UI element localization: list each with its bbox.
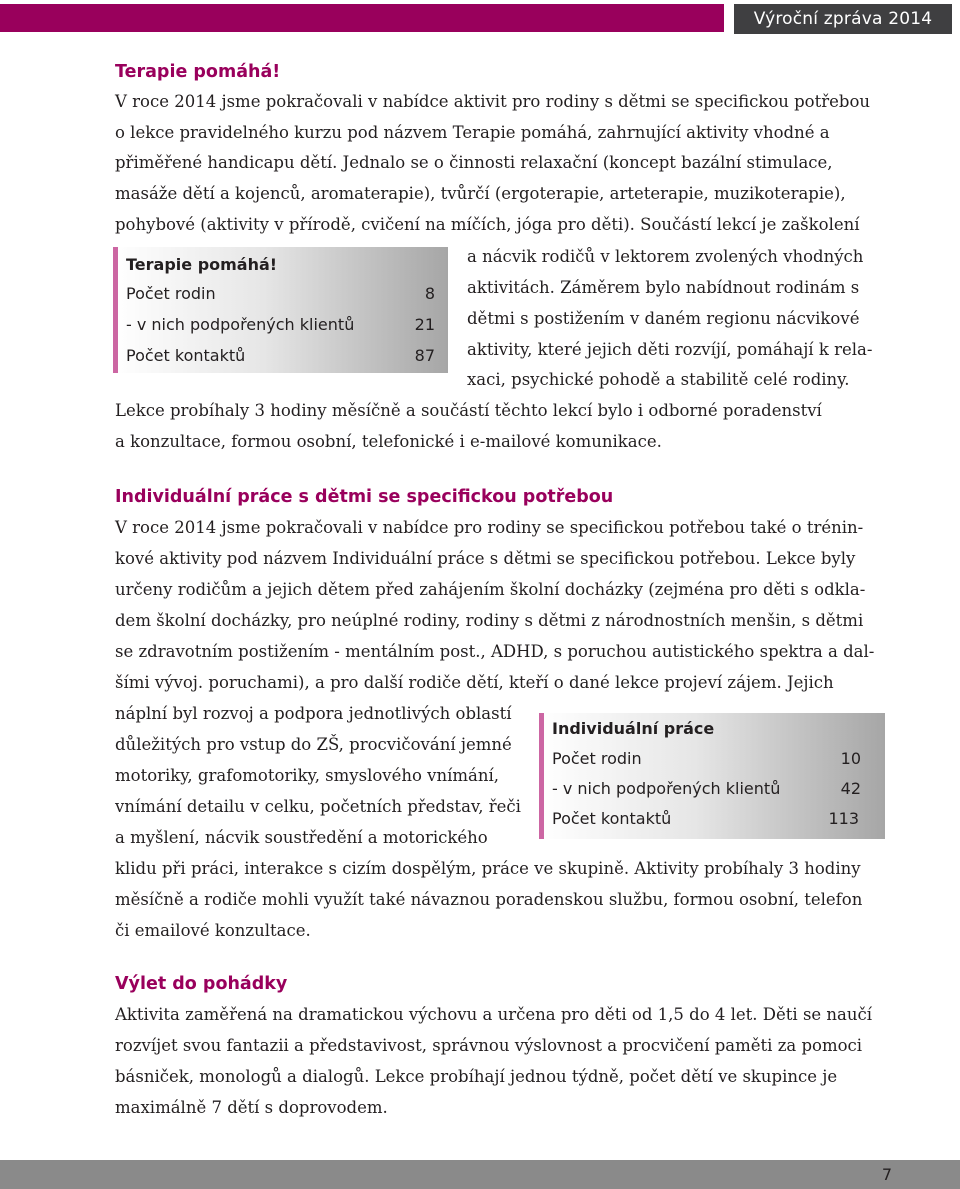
terapie-text-line: a nácvik rodičů v lektorem zvolených vhodných xyxy=(467,247,864,266)
individualni-text-line: vnímání detailu v celku, početních představ, řeči xyxy=(115,797,521,816)
individualni-text-line: důležitých pro vstup do ZŠ, procvičování jemné xyxy=(115,735,512,754)
stats-label-clients: - v nich podpořených klientů xyxy=(552,779,781,798)
individualni-text-line: klidu při práci, interakce s cizím dospělým, práce ve skupině. Aktivity probíhaly 3 hodiny xyxy=(115,859,861,878)
stats-value-contacts: 113 xyxy=(828,809,859,828)
report-title: Výroční zpráva 2014 xyxy=(734,4,952,34)
individualni-stats-box xyxy=(539,713,885,839)
individualni-text-line: a myšlení, nácvik soustředění a motorického xyxy=(115,828,488,847)
stats-label-families: Počet rodin xyxy=(126,284,216,303)
terapie-text-line: přiměřené handicapu dětí. Jednalo se o činnosti relaxační (koncept bazální stimulace, xyxy=(115,153,833,172)
section-title-individualni: Individuální práce s dětmi se specifickou potřebou xyxy=(115,487,614,507)
terapie-stats-box xyxy=(113,247,448,373)
stats-box-title: Individuální práce xyxy=(552,719,715,738)
stats-value-clients: 42 xyxy=(840,779,861,798)
footer-bar xyxy=(0,1160,960,1189)
stats-box-accent xyxy=(113,247,118,373)
vylet-text-line: maximálně 7 dětí s doprovodem. xyxy=(115,1098,388,1117)
individualni-text-line: kové aktivity pod názvem Individuální práce s dětmi se specifickou potřebou. Lekce byly xyxy=(115,549,856,568)
terapie-text-line: a konzultace, formou osobní, telefonické i e-mailové komunikace. xyxy=(115,432,662,451)
terapie-text-line: masáže dětí a kojenců, aromaterapie), tvůrčí (ergoterapie, arteterapie, muzikoterapie), xyxy=(115,184,846,203)
stats-value-families: 8 xyxy=(424,284,435,303)
stats-value-families: 10 xyxy=(840,749,861,768)
stats-value-clients: 21 xyxy=(414,315,435,334)
terapie-text-line: xaci, psychické pohodě a stabilitě celé rodiny. xyxy=(467,370,850,389)
page-number: 7 xyxy=(881,1165,892,1184)
section-title-vylet: Výlet do pohádky xyxy=(115,974,288,994)
header-color-band xyxy=(0,4,724,32)
terapie-text-line: dětmi s postižením v daném regionu nácvikové xyxy=(467,309,860,328)
terapie-text-line: aktivity, které jejich děti rozvíjí, pomáhají k rela- xyxy=(467,340,873,359)
stats-label-contacts: Počet kontaktů xyxy=(552,809,672,828)
individualni-text-line: měsíčně a rodiče mohli využít také návaznou poradenskou službu, formou osobní, telefon xyxy=(115,890,863,909)
individualni-text-line: určeny rodičům a jejich dětem před zahájením školní docházky (zejména pro děti s odkla- xyxy=(115,580,866,599)
individualni-text-line: šími vývoj. poruchami), a pro další rodiče dětí, kteří o dané lekce projeví zájem. Jejich xyxy=(115,673,834,692)
vylet-text-line: rozvíjet svou fantazii a představivost, správnou výslovnost a procvičení paměti za pomoci xyxy=(115,1036,863,1055)
vylet-text-line: Aktivita zaměřená na dramatickou výchovu a určena pro děti od 1,5 do 4 let. Děti se naučí xyxy=(115,1005,873,1024)
individualni-text-line: dem školní docházky, pro neúplné rodiny, rodiny s dětmi z národnostních menšin, s dětmi xyxy=(115,611,864,630)
header-bar xyxy=(0,0,960,36)
individualni-text-line: se zdravotním postižením - mentálním post., ADHD, s poruchou autistického spektra a dal- xyxy=(115,642,875,661)
terapie-text-line: pohybové (aktivity v přírodě, cvičení na míčích, jóga pro děti). Součástí lekcí je zaškolení xyxy=(115,215,860,234)
individualni-text-line: či emailové konzultace. xyxy=(115,921,311,940)
stats-box-accent xyxy=(539,713,544,839)
terapie-text-line: Lekce probíhaly 3 hodiny měsíčně a součástí těchto lekcí bylo i odborné poradenství xyxy=(115,401,822,420)
terapie-text-line: aktivitách. Záměrem bylo nabídnout rodinám s xyxy=(467,278,860,297)
terapie-text-line: V roce 2014 jsme pokračovali v nabídce aktivit pro rodiny s dětmi se specifickou potřebou xyxy=(115,92,871,111)
stats-label-clients: - v nich podpořených klientů xyxy=(126,315,355,334)
vylet-text-line: básniček, monologů a dialogů. Lekce probíhají jednou týdně, počet dětí ve skupince je xyxy=(115,1067,838,1086)
stats-label-families: Počet rodin xyxy=(552,749,642,768)
section-title-terapie: Terapie pomáhá! xyxy=(115,62,281,82)
individualni-text-line: motoriky, grafomotoriky, smyslového vnímání, xyxy=(115,766,500,785)
stats-value-contacts: 87 xyxy=(414,346,435,365)
stats-box-title: Terapie pomáhá! xyxy=(126,255,278,274)
stats-label-contacts: Počet kontaktů xyxy=(126,346,246,365)
terapie-text-line: o lekce pravidelného kurzu pod názvem Terapie pomáhá, zahrnující aktivity vhodné a xyxy=(115,123,830,142)
individualni-text-line: V roce 2014 jsme pokračovali v nabídce pro rodiny se specifickou potřebou také o trénin- xyxy=(115,518,864,537)
individualni-text-line: náplní byl rozvoj a podpora jednotlivých oblastí xyxy=(115,704,512,723)
